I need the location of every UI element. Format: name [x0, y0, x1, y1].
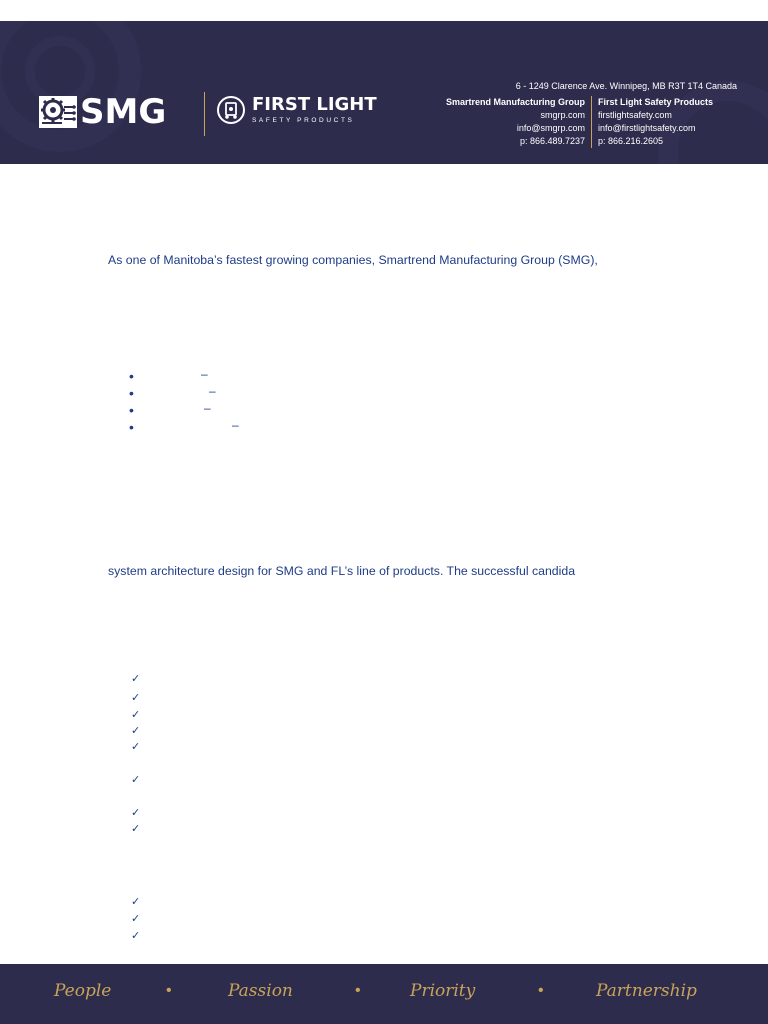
- bullet-dash: –: [201, 367, 208, 381]
- bullet-dash: –: [204, 401, 211, 415]
- forklift-light-icon: [216, 95, 246, 125]
- footer-separator: •: [355, 982, 361, 999]
- checkmark-icon: ✓: [131, 740, 141, 753]
- smg-gear-circuit-icon: [38, 95, 78, 129]
- company-address: 6 - 1249 Clarence Ave. Winnipeg, MB R3T 1T4 Canada: [515, 81, 737, 91]
- footer-separator: •: [538, 982, 544, 999]
- fl-website-link[interactable]: firstlightsafety.com: [598, 110, 672, 120]
- smg-logo: [38, 92, 167, 132]
- checkmark-icon: ✓: [131, 822, 141, 835]
- smg-company-name: Smartrend Manufacturing Group: [445, 97, 585, 107]
- checkmark-icon: ✓: [131, 724, 141, 737]
- checkmark-icon: ✓: [131, 929, 141, 942]
- footer-value-priority: Priority: [410, 981, 476, 1001]
- checkmark-icon: ✓: [131, 708, 141, 721]
- checkmark-icon: ✓: [131, 806, 141, 819]
- logo-divider: [204, 92, 205, 136]
- fl-phone: p: 866.216.2605: [598, 136, 664, 146]
- fl-company-name: First Light Safety Products: [598, 97, 714, 107]
- checkmark-icon: ✓: [131, 773, 141, 786]
- role-paragraph: system architecture design for SMG and FL’s line of products. The successful candida: [108, 564, 576, 578]
- smg-logo-text: SMG: [80, 92, 167, 132]
- first-light-logo-title: FIRST LIGHT: [252, 94, 377, 115]
- smg-phone: p: 866.489.7237: [519, 136, 585, 146]
- first-light-logo: [216, 95, 377, 125]
- intro-paragraph: As one of Manitoba’s fastest growing companies, Smartrend Manufacturing Group (SMG),: [108, 253, 598, 267]
- footer-value-passion: Passion: [228, 981, 293, 1001]
- smg-website-link[interactable]: smgrp.com: [540, 110, 585, 120]
- letterhead-header: [0, 21, 768, 164]
- checkmark-icon: ✓: [131, 691, 141, 704]
- first-light-logo-subtitle: SAFETY PRODUCTS: [252, 117, 355, 124]
- footer-value-people: People: [54, 981, 112, 1001]
- fl-email-link[interactable]: info@firstlightsafety.com: [598, 123, 696, 133]
- bullet-dash: –: [209, 384, 216, 398]
- bullet-dash: –: [232, 418, 239, 432]
- smg-contact-block: [446, 96, 585, 148]
- checkmark-icon: ✓: [131, 895, 141, 908]
- footer-separator: •: [166, 982, 172, 999]
- letterhead-footer: [0, 964, 768, 1024]
- smg-email-link[interactable]: info@smgrp.com: [516, 123, 585, 133]
- fl-contact-block: [598, 96, 713, 148]
- footer-value-partnership: Partnership: [596, 981, 697, 1001]
- checkmark-icon: ✓: [131, 912, 141, 925]
- contact-divider: [591, 96, 592, 148]
- checkmark-icon: ✓: [131, 672, 141, 685]
